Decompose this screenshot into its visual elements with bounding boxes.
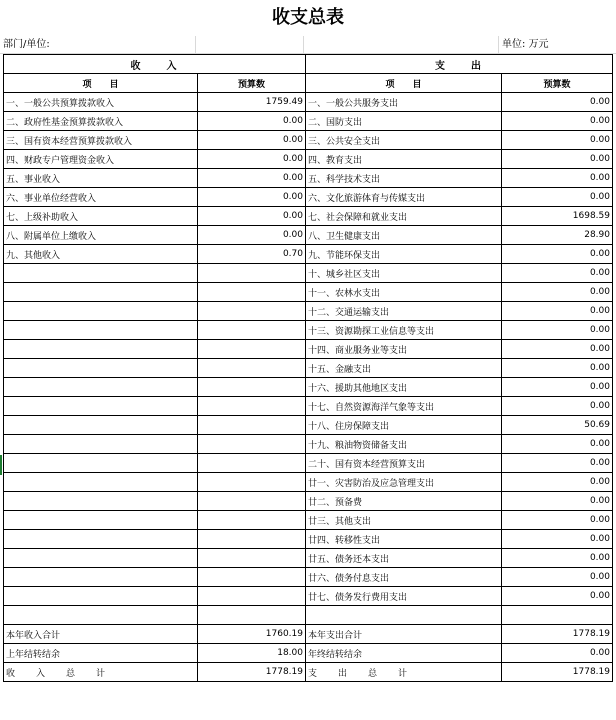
expense-item-cell[interactable]: 十一、农林水支出 [306,283,502,302]
income-budget-cell[interactable] [198,283,306,302]
table-row [4,530,613,549]
income-budget-cell[interactable] [198,549,306,568]
expense-budget-cell[interactable]: 0.00 [502,644,613,663]
income-item-cell[interactable] [4,435,198,454]
income-budget-cell[interactable]: 1759.49 [198,93,306,112]
table-row [4,245,613,264]
expense-item-cell[interactable]: 廿五、债务还本支出 [306,549,502,568]
table-row [4,416,613,435]
income-item-cell[interactable] [4,359,198,378]
expense-budget-cell[interactable]: 0.00 [502,93,613,112]
expense-item-cell[interactable]: 二、国防支出 [306,112,502,131]
expense-budget-cell[interactable]: 0.00 [502,150,613,169]
expense-item-cell[interactable]: 五、科学技术支出 [306,169,502,188]
income-budget-cell[interactable] [198,454,306,473]
income-item-cell[interactable] [4,473,198,492]
budget-summary-table [3,54,613,682]
income-item-cell[interactable] [4,492,198,511]
column-header-row [4,74,613,93]
expense-item-cell[interactable]: 年终结转结余 [306,644,502,663]
table-row [4,625,613,644]
table-row [4,511,613,530]
income-item-cell[interactable]: 九、其他收入 [4,245,198,264]
expense-budget-cell[interactable]: 0.00 [502,169,613,188]
income-item-cell[interactable] [4,321,198,340]
expense-budget-cell[interactable]: 0.00 [502,264,613,283]
income-item-cell[interactable]: 四、财政专户管理资金收入 [4,150,198,169]
income-item-header: 项 目 [4,74,198,93]
expense-budget-cell[interactable]: 0.00 [502,454,613,473]
expense-budget-cell[interactable]: 1778.19 [502,663,613,682]
expense-item-cell[interactable]: 六、文化旅游体育与传媒支出 [306,188,502,207]
income-item-cell[interactable] [4,587,198,606]
expense-budget-header: 预算数 [502,74,613,93]
income-budget-cell[interactable]: 0.70 [198,245,306,264]
income-budget-cell[interactable]: 18.00 [198,644,306,663]
expense-budget-cell[interactable]: 50.69 [502,416,613,435]
table-row [4,150,613,169]
table-row [4,169,613,188]
income-budget-cell[interactable]: 0.00 [198,226,306,245]
income-item-cell[interactable] [4,302,198,321]
income-item-cell[interactable]: 收 入 总 计 [4,663,198,682]
income-budget-cell[interactable] [198,264,306,283]
income-budget-cell[interactable] [198,302,306,321]
income-item-cell[interactable]: 一、一般公共预算拨款收入 [4,93,198,112]
table-row [4,606,613,625]
income-budget-cell[interactable] [198,492,306,511]
income-budget-cell[interactable] [198,416,306,435]
expense-budget-cell[interactable]: 0.00 [502,245,613,264]
income-item-cell[interactable] [4,568,198,587]
table-row [4,207,613,226]
income-item-cell[interactable]: 二、政府性基金预算拨款收入 [4,112,198,131]
section-header-row [4,55,613,74]
table-row [4,549,613,568]
income-item-cell[interactable]: 上年结转结余 [4,644,198,663]
income-budget-cell[interactable] [198,511,306,530]
expense-budget-cell[interactable]: 0.00 [502,112,613,131]
expense-item-cell[interactable]: 十八、住房保障支出 [306,416,502,435]
income-item-cell[interactable] [4,283,198,302]
table-row [4,663,613,682]
table-row [4,435,613,454]
table-row [4,340,613,359]
income-budget-cell[interactable] [198,530,306,549]
income-budget-cell[interactable] [198,321,306,340]
income-item-cell[interactable] [4,454,198,473]
expense-budget-cell[interactable]: 0.00 [502,587,613,606]
table-row [4,359,613,378]
expense-item-cell[interactable]: 八、卫生健康支出 [306,226,502,245]
income-item-cell[interactable]: 三、国有资本经营预算拨款收入 [4,131,198,150]
expense-item-cell[interactable]: 十三、资源勘探工业信息等支出 [306,321,502,340]
income-section-header: 收 入 [4,55,306,74]
expense-budget-cell[interactable]: 0.00 [502,511,613,530]
income-item-cell[interactable] [4,606,198,625]
income-item-cell[interactable] [4,530,198,549]
table-row [4,264,613,283]
table-row [4,644,613,663]
expense-budget-cell[interactable]: 0.00 [502,397,613,416]
expense-item-cell[interactable]: 支 出 总 计 [306,663,502,682]
income-item-cell[interactable] [4,378,198,397]
income-budget-cell[interactable]: 0.00 [198,188,306,207]
department-label: 部门/单位: [3,39,50,50]
table-row [4,321,613,340]
income-item-cell[interactable] [4,397,198,416]
expense-item-cell[interactable]: 廿四、转移性支出 [306,530,502,549]
income-budget-cell[interactable] [198,568,306,587]
expense-section-header: 支 出 [306,55,613,74]
sheet-title: 收支总表 [272,7,344,28]
expense-item-cell[interactable]: 十、城乡社区支出 [306,264,502,283]
expense-item-cell[interactable]: 廿二、预备费 [306,492,502,511]
table-row [4,397,613,416]
income-budget-cell[interactable] [198,473,306,492]
expense-budget-cell[interactable]: 0.00 [502,435,613,454]
income-item-cell[interactable] [4,416,198,435]
expense-item-cell[interactable] [306,606,502,625]
expense-item-cell[interactable]: 七、社会保障和就业支出 [306,207,502,226]
expense-budget-cell[interactable] [502,606,613,625]
expense-item-header: 项 目 [306,74,502,93]
expense-budget-cell[interactable]: 0.00 [502,473,613,492]
table-row [4,302,613,321]
income-budget-cell[interactable] [198,435,306,454]
expense-item-cell[interactable]: 廿一、灾害防治及应急管理支出 [306,473,502,492]
table-row [4,188,613,207]
income-budget-cell[interactable]: 0.00 [198,169,306,188]
expense-item-cell[interactable]: 十五、金融支出 [306,359,502,378]
table-row [4,283,613,302]
expense-item-cell[interactable]: 十六、援助其他地区支出 [306,378,502,397]
expense-budget-cell[interactable]: 28.90 [502,226,613,245]
income-item-cell[interactable] [4,549,198,568]
table-row [4,587,613,606]
income-item-cell[interactable]: 本年收入合计 [4,625,198,644]
income-item-cell[interactable]: 六、事业单位经营收入 [4,188,198,207]
income-budget-cell[interactable]: 0.00 [198,131,306,150]
expense-budget-cell[interactable]: 0.00 [502,359,613,378]
expense-budget-cell[interactable]: 0.00 [502,188,613,207]
expense-item-cell[interactable]: 廿三、其他支出 [306,511,502,530]
table-row [4,112,613,131]
expense-item-cell[interactable]: 廿六、债务付息支出 [306,568,502,587]
income-budget-cell[interactable] [198,587,306,606]
expense-item-cell[interactable]: 十四、商业服务业等支出 [306,340,502,359]
income-budget-cell[interactable] [198,359,306,378]
cell-selection-indicator [0,455,2,475]
expense-budget-cell[interactable]: 0.00 [502,530,613,549]
table-row [4,226,613,245]
expense-budget-cell[interactable]: 0.00 [502,321,613,340]
expense-item-cell[interactable]: 十二、交通运输支出 [306,302,502,321]
income-item-cell[interactable] [4,511,198,530]
expense-budget-cell[interactable]: 0.00 [502,340,613,359]
expense-budget-cell[interactable]: 0.00 [502,131,613,150]
income-budget-header: 预算数 [198,74,306,93]
expense-item-cell[interactable]: 十七、自然资源海洋气象等支出 [306,397,502,416]
income-item-cell[interactable] [4,264,198,283]
expense-budget-cell[interactable]: 0.00 [502,283,613,302]
expense-budget-cell[interactable]: 1778.19 [502,625,613,644]
table-row [4,93,613,112]
expense-item-cell[interactable]: 九、节能环保支出 [306,245,502,264]
income-budget-cell[interactable] [198,606,306,625]
table-row [4,492,613,511]
unit-label: 单位: 万元 [502,39,549,50]
expense-budget-cell[interactable]: 0.00 [502,549,613,568]
table-row [4,131,613,150]
expense-budget-cell[interactable]: 0.00 [502,492,613,511]
income-item-cell[interactable]: 五、事业收入 [4,169,198,188]
expense-budget-cell[interactable]: 1698.59 [502,207,613,226]
table-row [4,454,613,473]
income-budget-cell[interactable]: 1778.19 [198,663,306,682]
income-budget-cell[interactable]: 0.00 [198,207,306,226]
expense-item-cell[interactable]: 二十、国有资本经营预算支出 [306,454,502,473]
income-budget-cell[interactable] [198,378,306,397]
table-row [4,473,613,492]
income-budget-cell[interactable]: 0.00 [198,112,306,131]
expense-item-cell[interactable]: 廿七、债务发行费用支出 [306,587,502,606]
income-item-cell[interactable] [4,340,198,359]
expense-item-cell[interactable]: 三、公共安全支出 [306,131,502,150]
income-item-cell[interactable]: 八、附属单位上缴收入 [4,226,198,245]
expense-item-cell[interactable]: 一、一般公共服务支出 [306,93,502,112]
income-item-cell[interactable]: 七、上级补助收入 [4,207,198,226]
income-budget-cell[interactable] [198,397,306,416]
expense-item-cell[interactable]: 本年支出合计 [306,625,502,644]
income-budget-cell[interactable] [198,340,306,359]
expense-budget-cell[interactable]: 0.00 [502,568,613,587]
income-budget-cell[interactable]: 0.00 [198,150,306,169]
expense-budget-cell[interactable]: 0.00 [502,302,613,321]
expense-item-cell[interactable]: 四、教育支出 [306,150,502,169]
expense-budget-cell[interactable]: 0.00 [502,378,613,397]
income-budget-cell[interactable]: 1760.19 [198,625,306,644]
table-row [4,378,613,397]
expense-item-cell[interactable]: 十九、粮油物资储备支出 [306,435,502,454]
table-row [4,568,613,587]
